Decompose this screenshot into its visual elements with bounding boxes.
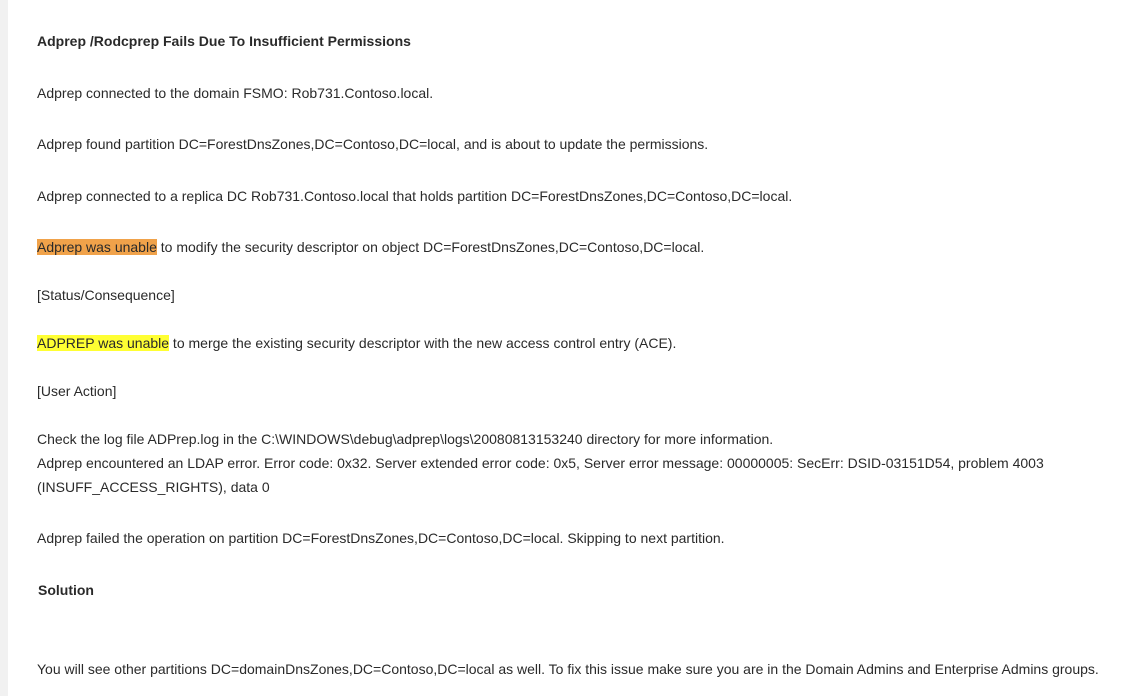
highlight-orange: Adprep was unable bbox=[37, 239, 157, 255]
paragraph-connected: Adprep connected to the domain FSMO: Rob731.Contoso.local. bbox=[37, 85, 434, 101]
status-consequence-heading: [Status/Consequence] bbox=[37, 287, 175, 303]
user-action-heading: [User Action] bbox=[37, 383, 117, 399]
highlight-yellow: ADPREP was unable bbox=[37, 335, 170, 351]
paragraph-replica-dc: Adprep connected to a replica DC Rob731.Contoso.local that holds partition DC=ForestDnsZones,DC=Contoso,DC=local. bbox=[37, 188, 793, 204]
paragraph-ldap-error-line2: (INSUFF_ACCESS_RIGHTS), data 0 bbox=[37, 479, 270, 495]
paragraph-solution: You will see other partitions DC=domainDnsZones,DC=Contoso,DC=local as well. To fix this issue make sure you are in the Domain Admins and Enterprise Admins groups. bbox=[37, 661, 1099, 677]
paragraph-unable-modify bbox=[37, 237, 704, 257]
paragraph-check-log: Check the log file ADPrep.log in the C:\WINDOWS\debug\adprep\logs\20080813153240 directory for more information. bbox=[37, 431, 774, 447]
paragraph-unable-merge-text: to merge the existing security descriptor with the new access control entry (ACE). bbox=[169, 335, 677, 351]
paragraph-unable-modify-text: to modify the security descriptor on object DC=ForestDnsZones,DC=Contoso,DC=local. bbox=[156, 239, 705, 255]
paragraph-unable-merge bbox=[37, 333, 676, 353]
solution-heading: Solution bbox=[38, 582, 94, 598]
left-margin-bar bbox=[0, 0, 8, 696]
article-title: Adprep /Rodcprep Fails Due To Insufficient Permissions bbox=[37, 33, 411, 49]
paragraph-failed-operation: Adprep failed the operation on partition DC=ForestDnsZones,DC=Contoso,DC=local. Skipping to next partition. bbox=[37, 530, 725, 546]
paragraph-found-partition: Adprep found partition DC=ForestDnsZones,DC=Contoso,DC=local, and is about to update the permissions. bbox=[37, 136, 709, 152]
paragraph-ldap-error-line1: Adprep encountered an LDAP error. Error code: 0x32. Server extended error code: 0x5, Server error message: 00000005: SecErr: DSID-03151D54, problem 4003 bbox=[37, 455, 1044, 471]
